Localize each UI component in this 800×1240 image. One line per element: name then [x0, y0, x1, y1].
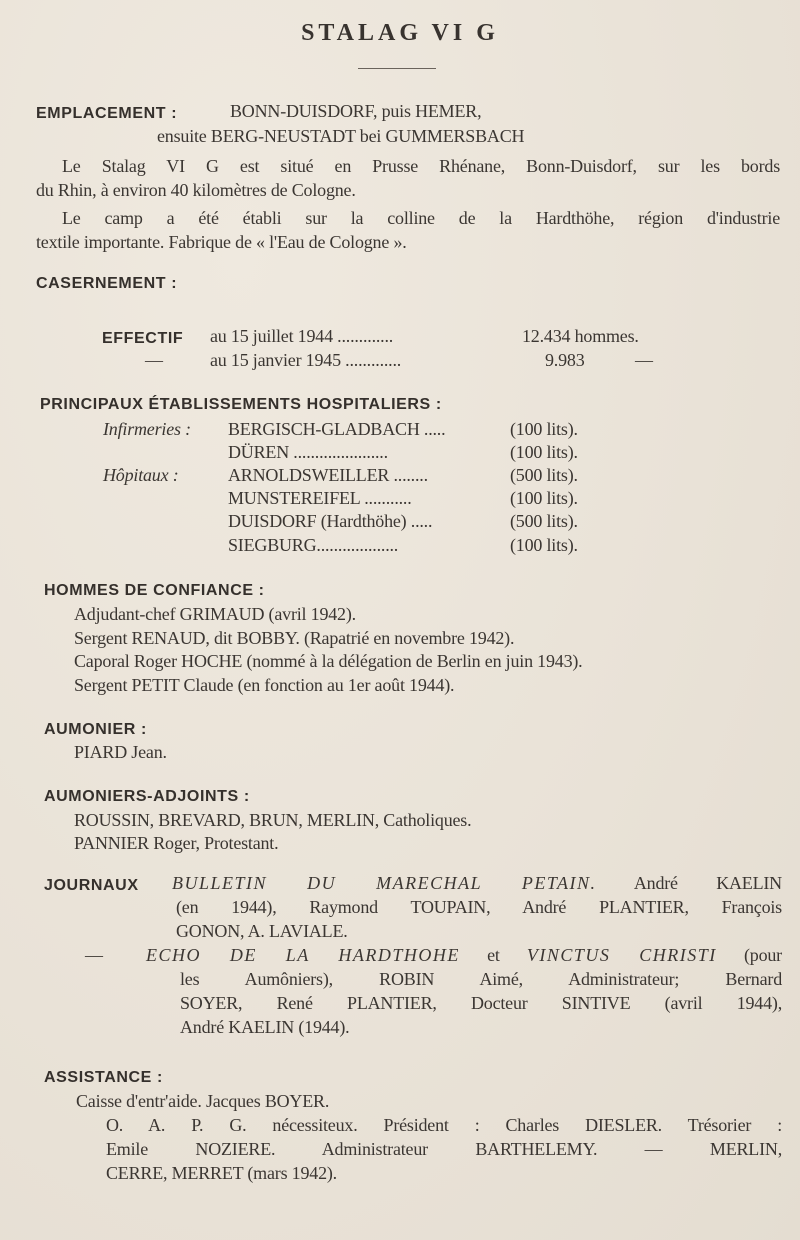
hospital-type-hopitaux: Hôpitaux :	[103, 465, 179, 485]
list-item: CERRE, MERRET (mars 1942).	[106, 1163, 337, 1183]
journal-2-line4: André KAELIN (1944).	[180, 1017, 350, 1037]
list-item: PIARD Jean.	[74, 742, 167, 762]
list-item: Sergent RENAUD, dit BOBBY. (Rapatrié en novembre 1942).	[74, 628, 515, 648]
journal-1-rest: André KAELIN	[633, 873, 782, 893]
effectif-date-2: au 15 janvier 1945 .............	[210, 350, 402, 370]
effectif-value-2: 9.983	[545, 350, 585, 370]
effectif-ditto-suffix: —	[635, 350, 653, 370]
hospital-beds: (500 lits).	[510, 511, 578, 531]
journal-2-line1	[146, 944, 782, 966]
hospital-name: BERGISCH-GLADBACH .....	[228, 419, 446, 439]
journaux-heading: JOURNAUX	[44, 877, 139, 894]
aumoniers-adjoints-heading: AUMONIERS-ADJOINTS :	[44, 788, 250, 805]
emplacement-line1: BONN-DUISDORF, puis HEMER,	[230, 101, 482, 121]
assistance-heading: ASSISTANCE :	[44, 1069, 163, 1086]
emplacement-para2-line1: Le camp a été établi sur la colline de la Hardthöhe, région d'industrie	[62, 208, 780, 228]
hospital-name: MUNSTEREIFEL ...........	[228, 488, 412, 508]
hommes-de-confiance-heading: HOMMES DE CONFIANCE :	[44, 582, 265, 599]
list-item: Adjudant-chef GRIMAUD (avril 1942).	[74, 604, 356, 624]
list-item: Emile NOZIERE. Administrateur BARTHELEMY. — MERLIN,	[106, 1139, 782, 1159]
emplacement-para1-line1: Le Stalag VI G est situé en Prusse Rhénane, Bonn-Duisdorf, sur les bords	[62, 156, 780, 176]
journal-2-line3: SOYER, René PLANTIER, Docteur SINTIVE (avril 1944),	[180, 993, 782, 1013]
journal-2-et: et	[487, 945, 500, 965]
emplacement-heading: EMPLACEMENT :	[36, 105, 178, 122]
journal-2-title-b: VINCTUS CHRISTI	[526, 945, 717, 965]
casernement-heading: CASERNEMENT :	[36, 275, 178, 292]
journal-1-line3: GONON, A. LAVIALE.	[176, 921, 348, 941]
effectif-date-1: au 15 juillet 1944 .............	[210, 326, 394, 346]
journal-2-dash: —	[85, 945, 103, 965]
journal-2-line2: les Aumôniers), ROBIN Aimé, Administrateur; Bernard	[180, 969, 782, 989]
hospital-beds: (500 lits).	[510, 465, 578, 485]
hospital-beds: (100 lits).	[510, 535, 578, 555]
emplacement-para2-line2: textile importante. Fabrique de « l'Eau de Cologne ».	[36, 232, 407, 252]
list-item: Caporal Roger HOCHE (nommé à la délégation de Berlin en juin 1943).	[74, 651, 583, 671]
effectif-value-1: 12.434 hommes.	[522, 326, 639, 346]
page-title: STALAG VI G	[301, 20, 499, 46]
journal-1-title: BULLETIN DU MARECHAL PETAIN.	[172, 873, 597, 893]
list-item: PANNIER Roger, Protestant.	[74, 833, 279, 853]
hospital-name: DUISDORF (Hardthöhe) .....	[228, 511, 433, 531]
effectif-label: EFFECTIF	[102, 330, 184, 347]
hospital-beds: (100 lits).	[510, 488, 578, 508]
journal-1-line2: (en 1944), Raymond TOUPAIN, André PLANTIER, François	[176, 897, 782, 917]
journal-2-title-a: ECHO DE LA HARDTHOHE	[146, 945, 460, 965]
list-item: Sergent PETIT Claude (en fonction au 1er août 1944).	[74, 675, 455, 695]
list-item: Caisse d'entr'aide. Jacques BOYER.	[76, 1091, 330, 1111]
hospital-beds: (100 lits).	[510, 419, 578, 439]
hospital-type-infirmeries: Infirmeries :	[103, 419, 191, 439]
hospital-beds: (100 lits).	[510, 442, 578, 462]
emplacement-para1-line2: du Rhin, à environ 40 kilomètres de Cologne.	[36, 180, 356, 200]
journal-1-line1	[172, 872, 782, 894]
journal-2-rest: (pour	[743, 945, 782, 965]
effectif-ditto-prefix: —	[145, 350, 163, 370]
aumonier-heading: AUMONIER :	[44, 721, 147, 738]
title-divider	[358, 68, 436, 69]
hospital-name: SIEGBURG...................	[228, 535, 399, 555]
emplacement-line2: ensuite BERG-NEUSTADT bei GUMMERSBACH	[157, 126, 525, 146]
hospital-name: DÜREN ......................	[228, 442, 388, 462]
hospital-name: ARNOLDSWEILLER ........	[228, 465, 428, 485]
hospitaliers-heading: PRINCIPAUX ÉTABLISSEMENTS HOSPITALIERS :	[40, 396, 442, 413]
list-item: O. A. P. G. nécessiteux. Président : Charles DIESLER. Trésorier :	[106, 1115, 782, 1135]
list-item: ROUSSIN, BREVARD, BRUN, MERLIN, Catholiques.	[74, 810, 472, 830]
